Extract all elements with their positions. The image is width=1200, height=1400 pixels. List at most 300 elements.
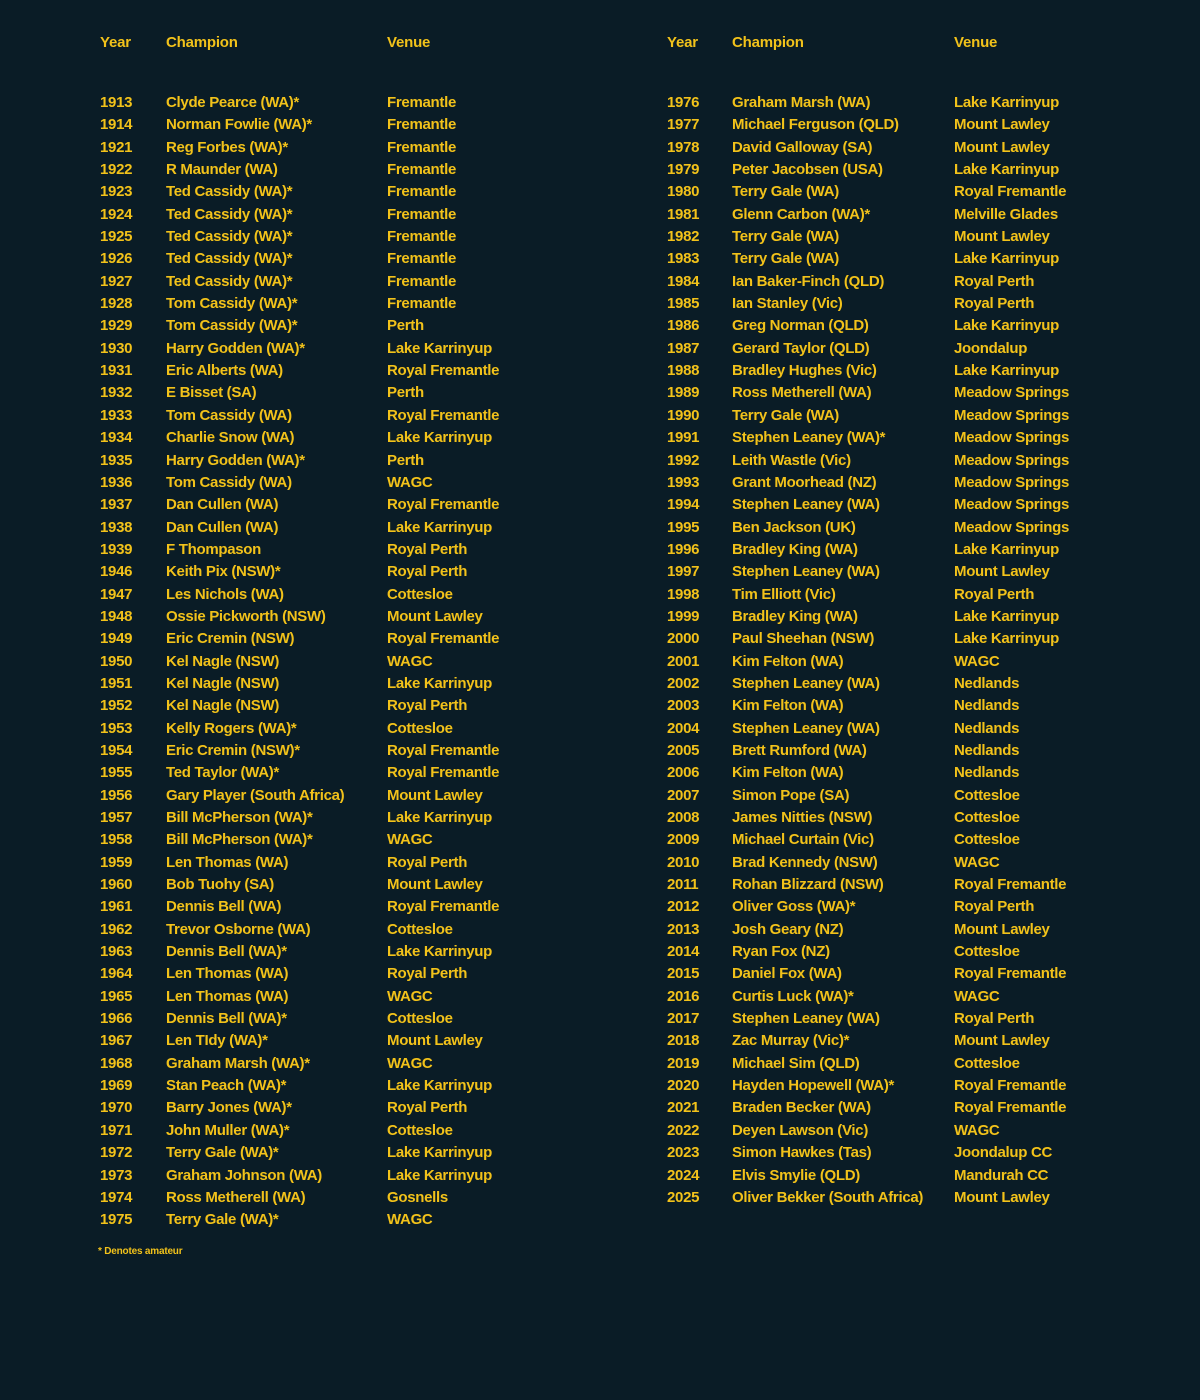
table-row xyxy=(667,382,1134,404)
venue-cell: Cottesloe xyxy=(387,920,453,938)
champion-cell: Stephen Leaney (WA)* xyxy=(732,429,886,447)
table-row xyxy=(667,874,1134,896)
venue-cell: Nedlands xyxy=(954,719,1020,737)
table-row xyxy=(100,293,567,315)
venue-cell: Royal Fremantle xyxy=(954,965,1067,983)
champion-cell: Eric Alberts (WA) xyxy=(166,362,283,380)
year-cell: 1973 xyxy=(100,1166,133,1184)
table-row xyxy=(100,673,567,695)
venue-cell: Cottesloe xyxy=(387,585,453,603)
venue-cell: Royal Perth xyxy=(387,1099,468,1117)
venue-cell: Fremantle xyxy=(387,116,456,134)
table-row xyxy=(100,248,567,270)
champion-cell: Ted Cassidy (WA)* xyxy=(166,272,293,290)
table-row xyxy=(100,114,567,136)
venue-cell: Royal Fremantle xyxy=(387,741,500,759)
year-cell: 1959 xyxy=(100,853,133,871)
year-cell: 2010 xyxy=(667,853,700,871)
year-cell: 1954 xyxy=(100,741,133,759)
year-cell: 1934 xyxy=(100,429,133,447)
venue-cell: WAGC xyxy=(387,652,433,670)
champion-cell: Kel Nagle (NSW) xyxy=(166,697,280,715)
year-cell: 1980 xyxy=(667,183,700,201)
champion-cell: Simon Hawkes (Tas) xyxy=(732,1144,872,1162)
champion-cell: Grant Moorhead (NZ) xyxy=(732,473,877,491)
year-cell: 2024 xyxy=(667,1166,700,1184)
table-row xyxy=(667,539,1134,561)
champion-cell: E Bisset (SA) xyxy=(166,384,257,402)
table-row xyxy=(667,986,1134,1008)
champion-cell: Harry Godden (WA)* xyxy=(166,451,305,469)
venue-cell: WAGC xyxy=(387,473,433,491)
champion-cell: Kel Nagle (NSW) xyxy=(166,674,280,692)
table-row xyxy=(100,204,567,226)
table-row xyxy=(100,695,567,717)
venue-cell: WAGC xyxy=(954,652,1000,670)
table-row xyxy=(667,181,1134,203)
table-row xyxy=(100,137,567,159)
year-cell: 1951 xyxy=(100,674,133,692)
year-cell: 1964 xyxy=(100,965,133,983)
year-cell: 2001 xyxy=(667,652,700,670)
venue-cell: Mount Lawley xyxy=(387,876,483,894)
venue-cell: WAGC xyxy=(954,1121,1000,1139)
venue-cell: Royal Fremantle xyxy=(387,898,500,916)
champion-cell: Dennis Bell (WA)* xyxy=(166,943,287,961)
venue-cell: Fremantle xyxy=(387,94,456,111)
champion-cell: Hayden Hopewell (WA)* xyxy=(732,1077,895,1095)
year-cell: 1946 xyxy=(100,563,133,581)
table-row xyxy=(667,695,1134,717)
table-row xyxy=(667,226,1134,248)
champion-cell: R Maunder (WA) xyxy=(166,161,278,179)
table-row xyxy=(100,1187,567,1209)
venue-cell: Cottesloe xyxy=(954,831,1020,849)
venue-cell: Royal Fremantle xyxy=(387,764,500,782)
venue-cell: Lake Karrinyup xyxy=(387,943,493,961)
year-cell: 1961 xyxy=(100,898,133,916)
venue-cell: Cottesloe xyxy=(387,719,453,737)
champion-cell: Rohan Blizzard (NSW) xyxy=(732,876,884,894)
venue-cell: Lake Karrinyup xyxy=(387,1166,493,1184)
champion-cell: Tom Cassidy (WA)* xyxy=(166,295,298,313)
venue-cell: Lake Karrinyup xyxy=(954,362,1060,380)
table-row xyxy=(100,338,567,360)
table-row xyxy=(667,1053,1134,1075)
year-header: Year xyxy=(667,34,698,51)
table-row xyxy=(100,584,567,606)
venue-cell: Fremantle xyxy=(387,272,456,290)
table-row xyxy=(667,673,1134,695)
table-row xyxy=(667,740,1134,762)
year-cell: 1924 xyxy=(100,205,133,223)
champion-cell: Brett Rumford (WA) xyxy=(732,741,867,759)
table-row xyxy=(667,92,1134,114)
year-cell: 1986 xyxy=(667,317,700,335)
year-cell: 1965 xyxy=(100,987,133,1005)
venue-cell: Mount Lawley xyxy=(954,1188,1050,1206)
year-cell: 2005 xyxy=(667,741,700,759)
year-cell: 1975 xyxy=(100,1211,133,1229)
year-cell: 1950 xyxy=(100,652,133,670)
champion-cell: Barry Jones (WA)* xyxy=(166,1099,292,1117)
year-header: Year xyxy=(100,34,131,51)
year-cell: 1927 xyxy=(100,272,133,290)
table-row xyxy=(100,226,567,248)
table-row xyxy=(100,405,567,427)
year-cell: 1985 xyxy=(667,295,700,313)
champion-cell: Tom Cassidy (WA) xyxy=(166,473,292,491)
champion-cell: Gary Player (South Africa) xyxy=(166,786,345,804)
champion-cell: Ted Cassidy (WA)* xyxy=(166,183,293,201)
table-row xyxy=(100,92,567,114)
venue-cell: Joondalup CC xyxy=(954,1144,1053,1162)
year-cell: 1983 xyxy=(667,250,700,268)
champion-cell: Oliver Goss (WA)* xyxy=(732,898,856,916)
table-row xyxy=(100,181,567,203)
champion-cell: Paul Sheehan (NSW) xyxy=(732,630,875,648)
table-row xyxy=(667,807,1134,829)
venue-cell: Melville Glades xyxy=(954,205,1058,223)
year-cell: 2014 xyxy=(667,943,700,961)
table-row xyxy=(100,941,567,963)
year-cell: 1993 xyxy=(667,473,700,491)
venue-cell: Meadow Springs xyxy=(954,473,1069,491)
venue-cell: Mount Lawley xyxy=(954,563,1050,581)
venue-cell: Lake Karrinyup xyxy=(387,518,493,536)
table-row xyxy=(100,561,567,583)
table-row xyxy=(667,718,1134,740)
year-cell: 2012 xyxy=(667,898,700,916)
champion-cell: Graham Johnson (WA) xyxy=(166,1166,322,1184)
venue-cell: Royal Perth xyxy=(954,1010,1035,1028)
champion-cell: Graham Marsh (WA)* xyxy=(166,1054,310,1072)
year-cell: 1971 xyxy=(100,1121,133,1139)
champion-cell: Ross Metherell (WA) xyxy=(732,384,872,402)
year-cell: 1998 xyxy=(667,585,700,603)
champion-cell: Ian Baker-Finch (QLD) xyxy=(732,272,885,290)
table-row xyxy=(667,427,1134,449)
table-header xyxy=(100,34,567,54)
year-cell: 1968 xyxy=(100,1054,133,1072)
year-cell: 1960 xyxy=(100,876,133,894)
year-cell: 1972 xyxy=(100,1144,133,1162)
venue-cell: Perth xyxy=(387,451,424,469)
table-row xyxy=(667,450,1134,472)
champion-cell: Greg Norman (QLD) xyxy=(732,317,869,335)
venue-cell: Mount Lawley xyxy=(954,1032,1050,1050)
champion-cell: Ryan Fox (NZ) xyxy=(732,943,830,961)
champion-cell: Terry Gale (WA) xyxy=(732,406,839,424)
table-row xyxy=(100,963,567,985)
year-cell: 1948 xyxy=(100,607,133,625)
venue-cell: Cottesloe xyxy=(954,786,1020,804)
year-cell: 1992 xyxy=(667,451,700,469)
champion-cell: Zac Murray (Vic)* xyxy=(732,1032,850,1050)
table-row xyxy=(667,606,1134,628)
table-row xyxy=(667,1097,1134,1119)
champion-cell: Keith Pix (NSW)* xyxy=(166,563,281,581)
year-cell: 1928 xyxy=(100,295,133,313)
year-cell: 2009 xyxy=(667,831,700,849)
table-row xyxy=(667,360,1134,382)
table-row xyxy=(100,1142,567,1164)
venue-cell: Meadow Springs xyxy=(954,429,1069,447)
table-row xyxy=(667,628,1134,650)
champion-cell: John Muller (WA)* xyxy=(166,1121,290,1139)
champion-cell: Deyen Lawson (Vic) xyxy=(732,1121,869,1139)
year-cell: 1958 xyxy=(100,831,133,849)
table-row xyxy=(667,517,1134,539)
table-row xyxy=(100,1053,567,1075)
table-row xyxy=(100,382,567,404)
year-cell: 2007 xyxy=(667,786,700,804)
venue-cell: Mount Lawley xyxy=(954,920,1050,938)
champion-cell: Ossie Pickworth (NSW) xyxy=(166,607,326,625)
champion-cell: Les Nichols (WA) xyxy=(166,585,284,603)
year-cell: 1956 xyxy=(100,786,133,804)
table-row xyxy=(100,718,567,740)
year-cell: 2011 xyxy=(667,876,699,894)
year-cell: 1997 xyxy=(667,563,700,581)
table-row xyxy=(100,628,567,650)
venue-cell: Mount Lawley xyxy=(954,228,1050,246)
champions-table-left xyxy=(100,34,567,1232)
table-row xyxy=(667,762,1134,784)
table-row xyxy=(100,829,567,851)
champion-cell: Ben Jackson (UK) xyxy=(732,518,856,536)
year-cell: 2008 xyxy=(667,809,700,826)
venue-cell: Lake Karrinyup xyxy=(954,94,1060,111)
venue-cell: Mount Lawley xyxy=(954,116,1050,134)
champion-cell: Stephen Leaney (WA) xyxy=(732,1010,880,1028)
venue-cell: Cottesloe xyxy=(954,943,1020,961)
champion-cell: Terry Gale (WA) xyxy=(732,250,839,268)
table-row xyxy=(667,919,1134,941)
year-cell: 1995 xyxy=(667,518,700,536)
table-row xyxy=(100,494,567,516)
table-row xyxy=(100,472,567,494)
table-row xyxy=(667,1075,1134,1097)
venue-cell: Lake Karrinyup xyxy=(954,540,1060,558)
champions-table-right xyxy=(667,34,1134,1209)
venue-cell: Fremantle xyxy=(387,250,456,268)
table-row xyxy=(100,852,567,874)
champion-cell: Terry Gale (WA) xyxy=(732,228,839,246)
year-cell: 2019 xyxy=(667,1054,700,1072)
champion-cell: Bradley Hughes (Vic) xyxy=(732,362,877,380)
year-cell: 1953 xyxy=(100,719,133,737)
table-row xyxy=(100,762,567,784)
table-row xyxy=(100,1030,567,1052)
year-cell: 1921 xyxy=(100,138,133,156)
champion-cell: Len TIdy (WA)* xyxy=(166,1032,268,1050)
year-cell: 2004 xyxy=(667,719,700,737)
venue-cell: WAGC xyxy=(387,831,433,849)
champion-cell: Kim Felton (WA) xyxy=(732,697,844,715)
table-row xyxy=(100,1209,567,1231)
year-cell: 1913 xyxy=(100,94,133,111)
table-row xyxy=(100,606,567,628)
venue-cell: Lake Karrinyup xyxy=(954,317,1060,335)
venue-cell: Royal Perth xyxy=(954,898,1035,916)
champion-header: Champion xyxy=(732,34,804,51)
year-cell: 1978 xyxy=(667,138,700,156)
champion-cell: Bill McPherson (WA)* xyxy=(166,831,313,849)
champion-cell: Ted Cassidy (WA)* xyxy=(166,250,293,268)
venue-cell: Lake Karrinyup xyxy=(387,674,493,692)
venue-cell: Meadow Springs xyxy=(954,496,1069,514)
venue-cell: WAGC xyxy=(387,987,433,1005)
champion-cell: Harry Godden (WA)* xyxy=(166,339,305,357)
venue-cell: Royal Perth xyxy=(954,585,1035,603)
table-row xyxy=(100,539,567,561)
year-cell: 2018 xyxy=(667,1032,700,1050)
venue-cell: Mount Lawley xyxy=(387,607,483,625)
champion-cell: Stephen Leaney (WA) xyxy=(732,496,880,514)
year-cell: 1989 xyxy=(667,384,700,402)
table-row xyxy=(667,1142,1134,1164)
year-cell: 1926 xyxy=(100,250,133,268)
table-row xyxy=(667,293,1134,315)
table-row xyxy=(100,1008,567,1030)
table-row xyxy=(100,427,567,449)
amateur-footnote: * Denotes amateur xyxy=(98,1246,183,1257)
table-row xyxy=(667,941,1134,963)
venue-cell: WAGC xyxy=(387,1054,433,1072)
champion-cell: Leith Wastle (Vic) xyxy=(732,451,851,469)
venue-cell: Lake Karrinyup xyxy=(954,161,1060,179)
venue-cell: Nedlands xyxy=(954,764,1020,782)
champion-cell: Ted Cassidy (WA)* xyxy=(166,228,293,246)
year-cell: 1976 xyxy=(667,94,700,111)
table-row xyxy=(100,315,567,337)
table-row xyxy=(667,1030,1134,1052)
champion-cell: Bill McPherson (WA)* xyxy=(166,809,313,826)
venue-cell: Meadow Springs xyxy=(954,384,1069,402)
table-row xyxy=(100,271,567,293)
champion-cell: Tom Cassidy (WA) xyxy=(166,406,292,424)
venue-cell: Lake Karrinyup xyxy=(954,607,1060,625)
venue-cell: Meadow Springs xyxy=(954,518,1069,536)
champion-cell: Kelly Rogers (WA)* xyxy=(166,719,297,737)
venue-cell: Lake Karrinyup xyxy=(387,1144,493,1162)
champion-header: Champion xyxy=(166,34,238,51)
venue-cell: Cottesloe xyxy=(954,1054,1020,1072)
champion-cell: Elvis Smylie (QLD) xyxy=(732,1166,860,1184)
table-row xyxy=(667,785,1134,807)
champion-cell: Dan Cullen (WA) xyxy=(166,518,279,536)
year-cell: 1922 xyxy=(100,161,133,179)
venue-cell: Royal Fremantle xyxy=(954,183,1067,201)
champion-cell: Kim Felton (WA) xyxy=(732,764,844,782)
year-cell: 1937 xyxy=(100,496,133,514)
champion-cell: Michael Ferguson (QLD) xyxy=(732,116,899,134)
champion-cell: Stephen Leaney (WA) xyxy=(732,563,880,581)
year-cell: 1930 xyxy=(100,339,133,357)
champion-cell: Stan Peach (WA)* xyxy=(166,1077,287,1095)
venue-cell: Mount Lawley xyxy=(387,1032,483,1050)
year-cell: 1949 xyxy=(100,630,133,648)
year-cell: 1923 xyxy=(100,183,133,201)
venue-cell: Cottesloe xyxy=(387,1010,453,1028)
year-cell: 1925 xyxy=(100,228,133,246)
champion-cell: Josh Geary (NZ) xyxy=(732,920,844,938)
year-cell: 1935 xyxy=(100,451,133,469)
year-cell: 1933 xyxy=(100,406,133,424)
year-cell: 2021 xyxy=(667,1099,700,1117)
venue-header: Venue xyxy=(954,34,998,51)
champion-cell: Reg Forbes (WA)* xyxy=(166,138,288,156)
year-cell: 1990 xyxy=(667,406,700,424)
year-cell: 1947 xyxy=(100,585,133,603)
venue-cell: Fremantle xyxy=(387,205,456,223)
champion-cell: Terry Gale (WA)* xyxy=(166,1144,279,1162)
year-cell: 2022 xyxy=(667,1121,700,1139)
table-row xyxy=(667,315,1134,337)
table-row xyxy=(100,986,567,1008)
champion-cell: Charlie Snow (WA) xyxy=(166,429,295,447)
table-row xyxy=(100,159,567,181)
table-header xyxy=(667,34,1134,54)
champion-cell: Tom Cassidy (WA)* xyxy=(166,317,298,335)
table-row xyxy=(100,360,567,382)
table-row xyxy=(667,405,1134,427)
champion-cell: Kel Nagle (NSW) xyxy=(166,652,280,670)
year-cell: 1988 xyxy=(667,362,700,380)
table-row xyxy=(100,517,567,539)
venue-cell: Royal Perth xyxy=(387,540,468,558)
venue-cell: Royal Perth xyxy=(387,563,468,581)
champion-cell: Stephen Leaney (WA) xyxy=(732,719,880,737)
table-row xyxy=(100,874,567,896)
year-cell: 2000 xyxy=(667,630,700,648)
year-cell: 1991 xyxy=(667,429,700,447)
table-row xyxy=(667,271,1134,293)
year-cell: 1938 xyxy=(100,518,133,536)
venue-cell: Cottesloe xyxy=(954,809,1020,826)
table-row xyxy=(100,896,567,918)
champion-cell: Michael Curtain (Vic) xyxy=(732,831,874,849)
table-row xyxy=(667,159,1134,181)
venue-cell: Royal Perth xyxy=(387,697,468,715)
table-row xyxy=(667,1008,1134,1030)
year-cell: 2003 xyxy=(667,697,700,715)
champion-cell: Len Thomas (WA) xyxy=(166,987,289,1005)
table-row xyxy=(667,1120,1134,1142)
champion-cell: Peter Jacobsen (USA) xyxy=(732,161,883,179)
venue-cell: Royal Perth xyxy=(387,853,468,871)
venue-cell: Perth xyxy=(387,317,424,335)
table-row xyxy=(667,494,1134,516)
year-cell: 1979 xyxy=(667,161,700,179)
champion-cell: Stephen Leaney (WA) xyxy=(732,674,880,692)
table-row xyxy=(100,807,567,829)
table-row xyxy=(667,137,1134,159)
venue-cell: Cottesloe xyxy=(387,1121,453,1139)
venue-cell: Lake Karrinyup xyxy=(954,250,1060,268)
venue-cell: Fremantle xyxy=(387,138,456,156)
champion-cell: Tim Elliott (Vic) xyxy=(732,585,836,603)
champion-cell: Braden Becker (WA) xyxy=(732,1099,871,1117)
champion-cell: Norman Fowlie (WA)* xyxy=(166,116,312,134)
year-cell: 1952 xyxy=(100,697,133,715)
venue-cell: Royal Fremantle xyxy=(387,362,500,380)
table-row xyxy=(667,472,1134,494)
venue-cell: Joondalup xyxy=(954,339,1028,357)
venue-cell: Royal Fremantle xyxy=(387,406,500,424)
year-cell: 1929 xyxy=(100,317,133,335)
